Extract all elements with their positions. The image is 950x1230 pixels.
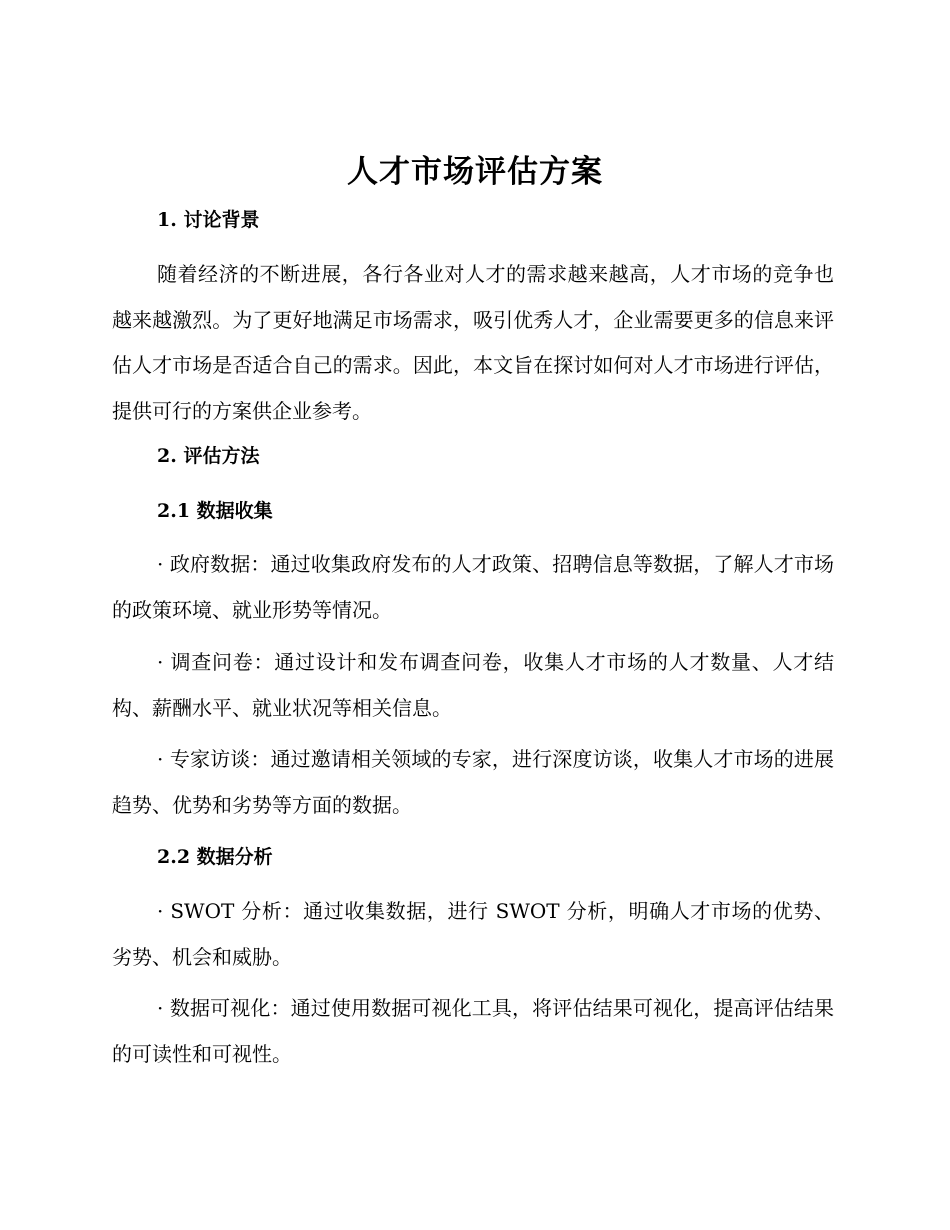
list-item-visualization: · 数据可视化：通过使用数据可视化工具，将评估结果可视化，提高评估结果的可读性和可视性。 <box>112 996 834 1066</box>
list-item-survey: · 调查问卷：通过设计和发布调查问卷，收集人才市场的人才数量、人才结构、薪酬水平、就业状况等相关信息。 <box>112 650 834 720</box>
document-title: 人才市场评估方案 <box>347 154 603 190</box>
section-heading-methods: 2. 评估方法 <box>157 445 260 467</box>
list-item-swot: · SWOT 分析：通过收集数据，进行 SWOT 分析，明确人才市场的优势、劣势、机会和威胁。 <box>112 899 834 969</box>
background-paragraph: 随着经济的不断进展，各行各业对人才的需求越来越高，人才市场的竞争也越来越激烈。为了更好地满足市场需求，吸引优秀人才，企业需要更多的信息来评估人才市场是否适合自己的需求。因此，本文旨在探讨如何对人才市场进行评估，提供可行的方案供企业参考。 <box>112 262 834 423</box>
section-heading-data-analysis: 2.2 数据分析 <box>157 846 273 868</box>
list-item-government-data: · 政府数据：通过收集政府发布的人才政策、招聘信息等数据，了解人才市场的政策环境、就业形势等情况。 <box>112 552 834 622</box>
section-heading-data-collection: 2.1 数据收集 <box>157 500 273 522</box>
section-heading-background: 1. 讨论背景 <box>157 209 260 231</box>
list-item-expert-interview: · 专家访谈：通过邀请相关领域的专家，进行深度访谈，收集人才市场的进展趋势、优势和劣势等方面的数据。 <box>112 747 834 817</box>
